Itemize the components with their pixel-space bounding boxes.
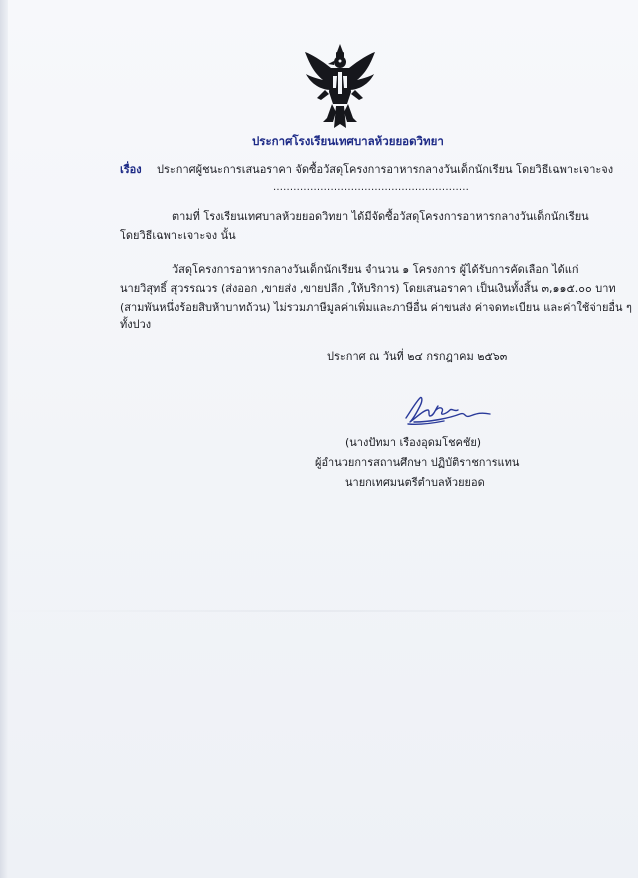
page-title: ประกาศโรงเรียนเทศบาลห้วยยอดวิทยา: [252, 134, 444, 148]
garuda-emblem-icon: [303, 42, 377, 132]
signer-position-line2: นายกเทศมนตรีตำบลห้วยยอด: [345, 476, 485, 489]
subject-label: เรื่อง: [120, 163, 142, 176]
subject-text: ประกาศผู้ชนะการเสนอราคา จัดซื้อวัสดุโครงการอาหารกลางวันเด็กนักเรียน โดยวิธีเฉพาะเจาะจง: [157, 163, 614, 176]
paragraph1-line1: ตามที่ โรงเรียนเทศบาลห้วยยอดวิทยา ได้มีจัดซื้อวัสดุโครงการอาหารกลางวันเด็กนักเรียน: [172, 210, 589, 223]
paragraph2-line1: วัสดุโครงการอาหารกลางวันเด็กนักเรียน จำนวน ๑ โครงการ ผู้ได้รับการคัดเลือก ได้แก่: [172, 263, 579, 276]
paragraph2-line2: นายวิสุทธิ์ สุวรรณวร (ส่งออก ,ขายส่ง ,ขายปลีก ,ให้บริการ) โดยเสนอราคา เป็นเงินทั้งสิ้น ๓,๑๑๕.๐๐ บาท: [120, 282, 616, 295]
scan-edge: [0, 0, 8, 878]
signer-position-line1: ผู้อำนวยการสถานศึกษา ปฏิบัติราชการแทน: [315, 456, 520, 469]
paragraph2-line4: ทั้งปวง: [120, 318, 152, 331]
signature-image: [400, 392, 496, 430]
paragraph2-line3: (สามพันหนึ่งร้อยสิบห้าบาทถ้วน) ไม่รวมภาษีมูลค่าเพิ่มและภาษีอื่น ค่าขนส่ง ค่าจดทะเบียน และค่าใช้จ่ายอื่น ๆ: [120, 301, 632, 314]
separator-dots: ..........................................................: [273, 182, 469, 193]
paragraph1-line2: โดยวิธีเฉพาะเจาะจง นั้น: [120, 229, 236, 242]
date-line: ประกาศ ณ วันที่ ๒๔ กรกฎาคม ๒๕๖๓: [327, 350, 508, 363]
paper-fold: [0, 610, 638, 612]
signer-name: (นางปัทมา เรืองอุดมโชคชัย): [345, 436, 482, 449]
